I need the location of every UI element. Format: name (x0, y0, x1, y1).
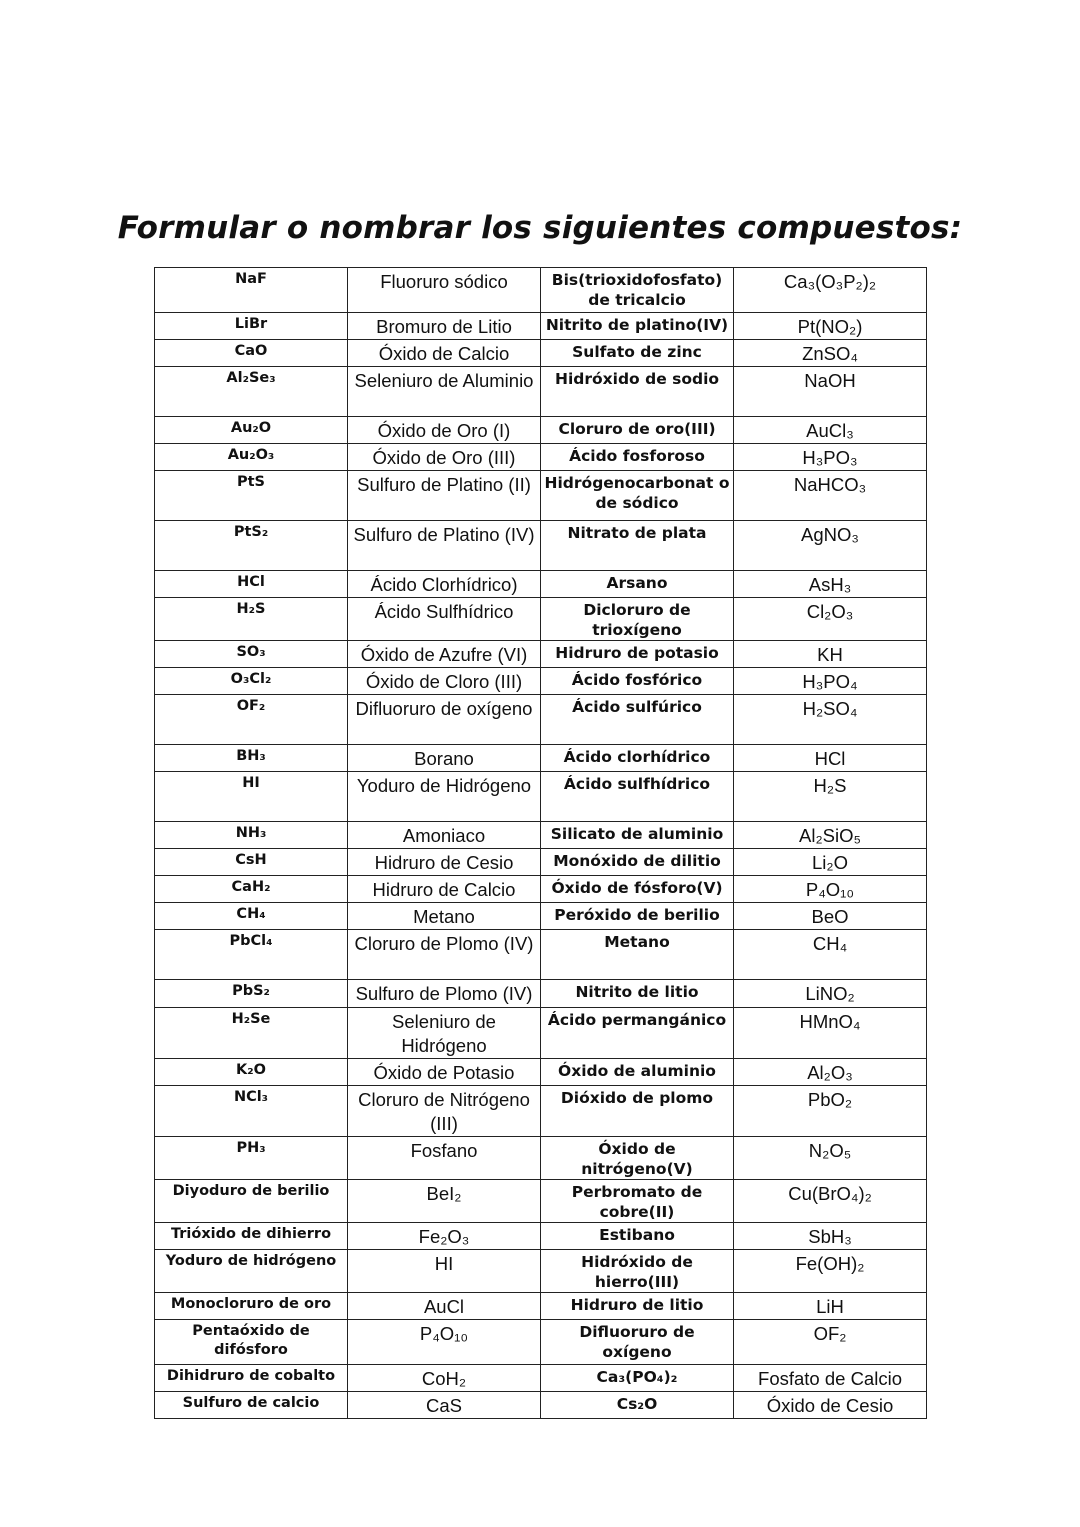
cell-formula-col1: Au₂O₃ (155, 444, 348, 471)
cell-name-col2: Yoduro de Hidrógeno (348, 772, 541, 822)
cell-name-col3: Bis(trioxidofosfato) de tricalcio (541, 268, 734, 313)
cell-name-col3: Silicato de aluminio (541, 822, 734, 849)
cell-formula-col4: N₂O₅ (734, 1137, 927, 1180)
cell-name-col3: Difluoruro de oxígeno (541, 1320, 734, 1365)
cell-formula-col4: BeO (734, 903, 927, 930)
cell-name-col2: Hidruro de Cesio (348, 849, 541, 876)
cell-formula-col4: SbH₃ (734, 1223, 927, 1250)
cell-formula-col4: Pt(NO₂) (734, 313, 927, 340)
cell-formula-col1: H₂S (155, 598, 348, 641)
cell-formula-col1: NaF (155, 268, 348, 313)
cell-formula-col4: PbO₂ (734, 1086, 927, 1137)
cell-name-col3: Hidruro de litio (541, 1293, 734, 1320)
cell-name-col3: Hidruro de potasio (541, 641, 734, 668)
cell-formula-col4: NaOH (734, 367, 927, 417)
cell-name-col3: Estibano (541, 1223, 734, 1250)
cell-formula-col1: Al₂Se₃ (155, 367, 348, 417)
table-row (155, 1293, 927, 1320)
cell-formula-col1: Pentaóxido de difósforo (155, 1320, 348, 1365)
cell-name-col3: Nitrato de plata (541, 521, 734, 571)
cell-formula-col4: AgNO₃ (734, 521, 927, 571)
cell-formula-col4: Fosfato de Calcio (734, 1365, 927, 1392)
cell-name-col2: Sulfuro de Platino (IV) (348, 521, 541, 571)
cell-name-col2: Sulfuro de Plomo (IV) (348, 980, 541, 1008)
cell-name-col2: Ácido Clorhídrico) (348, 571, 541, 598)
cell-formula-col1: CaH₂ (155, 876, 348, 903)
cell-formula-col1: Trióxido de dihierro (155, 1223, 348, 1250)
cell-formula-col4: OF₂ (734, 1320, 927, 1365)
cell-name-col3: Ácido sulfhídrico (541, 772, 734, 822)
cell-formula-col1: K₂O (155, 1059, 348, 1086)
cell-name-col3: Hidróxido de sodio (541, 367, 734, 417)
cell-name-col3: Metano (541, 930, 734, 980)
cell-name-col3: Cloruro de oro(III) (541, 417, 734, 444)
cell-name-col2: Ácido Sulfhídrico (348, 598, 541, 641)
table-row (155, 930, 927, 980)
cell-formula-col4: HCl (734, 745, 927, 772)
table-row (155, 903, 927, 930)
cell-name-col3: Hidróxido de hierro(III) (541, 1250, 734, 1293)
cell-formula-col4: KH (734, 641, 927, 668)
cell-formula-col1: Sulfuro de calcio (155, 1392, 348, 1419)
cell-name-col3: Óxido de nitrógeno(V) (541, 1137, 734, 1180)
cell-name-col3: Sulfato de zinc (541, 340, 734, 367)
cell-formula-col1: CH₄ (155, 903, 348, 930)
cell-formula-col4: H₂SO₄ (734, 695, 927, 745)
cell-name-col2: BeI₂ (348, 1180, 541, 1223)
cell-formula-col4: AsH₃ (734, 571, 927, 598)
cell-name-col3: Óxido de aluminio (541, 1059, 734, 1086)
table-row (155, 471, 927, 521)
table-row (155, 980, 927, 1008)
table-row (155, 598, 927, 641)
cell-name-col2: CaS (348, 1392, 541, 1419)
table-row (155, 641, 927, 668)
cell-formula-col1: PH₃ (155, 1137, 348, 1180)
cell-formula-col4: H₂S (734, 772, 927, 822)
cell-formula-col1: CaO (155, 340, 348, 367)
cell-formula-col4: LiH (734, 1293, 927, 1320)
cell-formula-col4: Cl₂O₃ (734, 598, 927, 641)
table-row (155, 822, 927, 849)
cell-formula-col4: Ca₃(O₃P₂)₂ (734, 268, 927, 313)
table-row (155, 1008, 927, 1059)
cell-name-col2: Cloruro de Nitrógeno (III) (348, 1086, 541, 1137)
table-row (155, 521, 927, 571)
cell-name-col3: Óxido de fósforo(V) (541, 876, 734, 903)
cell-name-col3: Ca₃(PO₄)₂ (541, 1365, 734, 1392)
cell-formula-col4: HMnO₄ (734, 1008, 927, 1059)
cell-name-col2: Difluoruro de oxígeno (348, 695, 541, 745)
cell-formula-col4: AuCl₃ (734, 417, 927, 444)
cell-formula-col1: Au₂O (155, 417, 348, 444)
cell-formula-col1: HCl (155, 571, 348, 598)
cell-name-col2: Metano (348, 903, 541, 930)
table-row (155, 417, 927, 444)
cell-name-col2: Sulfuro de Platino (II) (348, 471, 541, 521)
cell-name-col3: Dióxido de plomo (541, 1086, 734, 1137)
table-row (155, 340, 927, 367)
cell-name-col2: Seleniuro de Aluminio (348, 367, 541, 417)
table-row (155, 1180, 927, 1223)
table-row (155, 1137, 927, 1180)
cell-name-col3: Ácido clorhídrico (541, 745, 734, 772)
cell-name-col3: Ácido fosfórico (541, 668, 734, 695)
cell-formula-col1: PbS₂ (155, 980, 348, 1008)
cell-name-col2: P₄O₁₀ (348, 1320, 541, 1365)
cell-formula-col4: ZnSO₄ (734, 340, 927, 367)
cell-formula-col1: NCl₃ (155, 1086, 348, 1137)
table-row (155, 876, 927, 903)
table-row (155, 367, 927, 417)
cell-name-col3: Ácido permangánico (541, 1008, 734, 1059)
cell-formula-col1: CsH (155, 849, 348, 876)
cell-formula-col4: Cu(BrO₄)₂ (734, 1180, 927, 1223)
table-row (155, 1059, 927, 1086)
cell-formula-col4: H₃PO₃ (734, 444, 927, 471)
table-row (155, 1086, 927, 1137)
cell-formula-col1: SO₃ (155, 641, 348, 668)
cell-name-col2: Óxido de Calcio (348, 340, 541, 367)
cell-formula-col1: PtS (155, 471, 348, 521)
cell-name-col2: Óxido de Oro (III) (348, 444, 541, 471)
cell-formula-col1: Diyoduro de berilio (155, 1180, 348, 1223)
table-row (155, 1223, 927, 1250)
cell-name-col2: Fosfano (348, 1137, 541, 1180)
cell-name-col2: Óxido de Potasio (348, 1059, 541, 1086)
cell-name-col2: Fe₂O₃ (348, 1223, 541, 1250)
table-row (155, 1392, 927, 1419)
cell-name-col2: Óxido de Oro (I) (348, 417, 541, 444)
cell-name-col3: Arsano (541, 571, 734, 598)
cell-formula-col1: BH₃ (155, 745, 348, 772)
cell-formula-col1: O₃Cl₂ (155, 668, 348, 695)
cell-name-col3: Ácido sulfúrico (541, 695, 734, 745)
table-row (155, 849, 927, 876)
compounds-table (154, 267, 927, 1419)
cell-name-col3: Monóxido de dilitio (541, 849, 734, 876)
cell-name-col3: Dicloruro de trioxígeno (541, 598, 734, 641)
cell-name-col2: CoH₂ (348, 1365, 541, 1392)
table-row (155, 695, 927, 745)
cell-formula-col4: H₃PO₄ (734, 668, 927, 695)
cell-name-col2: Seleniuro de Hidrógeno (348, 1008, 541, 1059)
cell-formula-col1: OF₂ (155, 695, 348, 745)
cell-name-col3: Cs₂O (541, 1392, 734, 1419)
cell-formula-col1: PtS₂ (155, 521, 348, 571)
cell-formula-col1: PbCl₄ (155, 930, 348, 980)
table-row (155, 268, 927, 313)
table-row (155, 668, 927, 695)
cell-name-col2: Cloruro de Plomo (IV) (348, 930, 541, 980)
cell-name-col2: Amoniaco (348, 822, 541, 849)
cell-name-col2: AuCl (348, 1293, 541, 1320)
cell-formula-col4: Li₂O (734, 849, 927, 876)
cell-formula-col4: P₄O₁₀ (734, 876, 927, 903)
cell-name-col3: Ácido fosforoso (541, 444, 734, 471)
cell-formula-col4: Al₂SiO₅ (734, 822, 927, 849)
cell-formula-col4: CH₄ (734, 930, 927, 980)
table-row (155, 1365, 927, 1392)
cell-formula-col1: Yoduro de hidrógeno (155, 1250, 348, 1293)
cell-name-col2: Óxido de Cloro (III) (348, 668, 541, 695)
table-row (155, 444, 927, 471)
cell-name-col2: Óxido de Azufre (VI) (348, 641, 541, 668)
cell-name-col3: Perbromato de cobre(II) (541, 1180, 734, 1223)
cell-name-col3: Hidrógenocarbonat o de sódico (541, 471, 734, 521)
cell-formula-col4: NaHCO₃ (734, 471, 927, 521)
cell-formula-col1: Monocloruro de oro (155, 1293, 348, 1320)
table-row (155, 745, 927, 772)
page-title: Formular o nombrar los siguientes compuestos: (117, 210, 963, 246)
cell-formula-col4: Óxido de Cesio (734, 1392, 927, 1419)
table-row (155, 1250, 927, 1293)
table-row (155, 571, 927, 598)
cell-formula-col1: HI (155, 772, 348, 822)
cell-formula-col4: LiNO₂ (734, 980, 927, 1008)
table-row (155, 1320, 927, 1365)
cell-name-col3: Nitrito de platino(IV) (541, 313, 734, 340)
table-row (155, 313, 927, 340)
cell-formula-col1: H₂Se (155, 1008, 348, 1059)
cell-name-col3: Peróxido de berilio (541, 903, 734, 930)
cell-formula-col1: NH₃ (155, 822, 348, 849)
cell-formula-col1: Dihidruro de cobalto (155, 1365, 348, 1392)
cell-formula-col4: Al₂O₃ (734, 1059, 927, 1086)
cell-formula-col1: LiBr (155, 313, 348, 340)
table-row (155, 772, 927, 822)
cell-name-col2: Hidruro de Calcio (348, 876, 541, 903)
cell-name-col2: Borano (348, 745, 541, 772)
cell-name-col2: Bromuro de Litio (348, 313, 541, 340)
cell-name-col2: Fluoruro sódico (348, 268, 541, 313)
cell-formula-col4: Fe(OH)₂ (734, 1250, 927, 1293)
cell-name-col3: Nitrito de litio (541, 980, 734, 1008)
cell-name-col2: HI (348, 1250, 541, 1293)
